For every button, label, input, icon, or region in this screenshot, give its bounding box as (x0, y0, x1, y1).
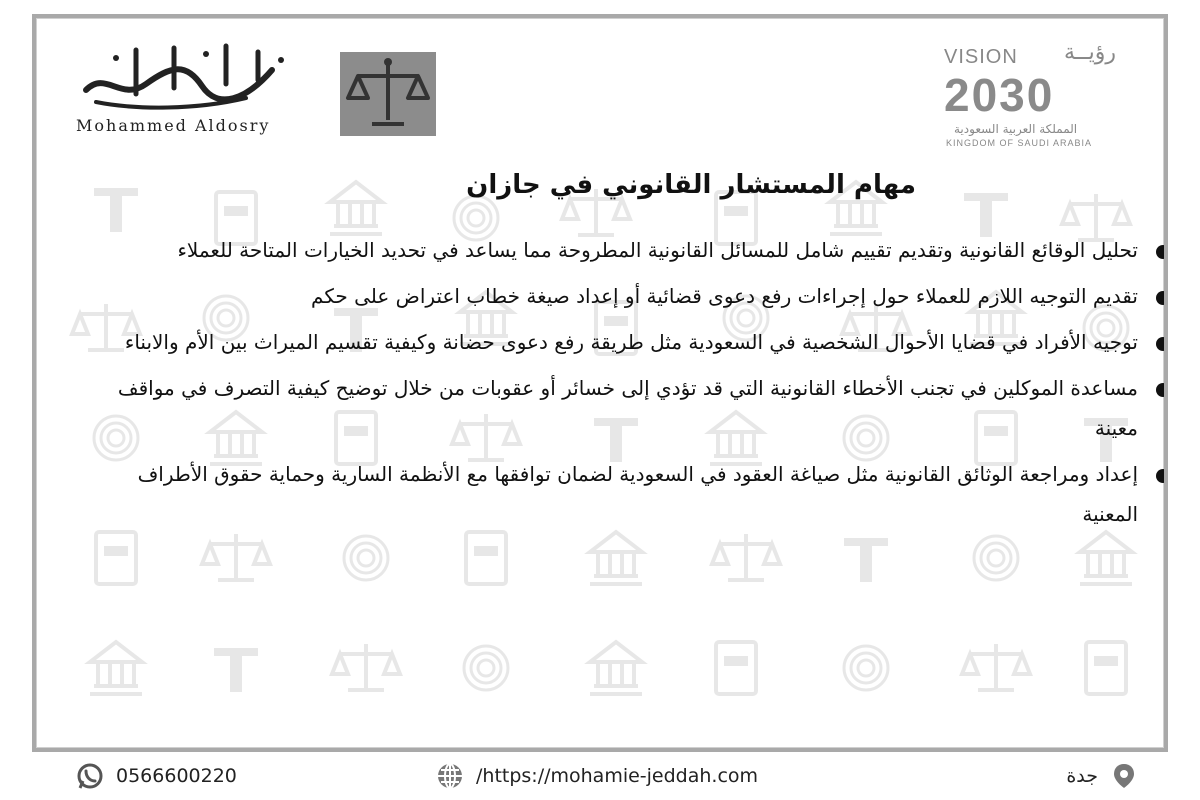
bullet-icon (1156, 383, 1168, 397)
footer (0, 758, 1200, 800)
website-link[interactable] (436, 762, 758, 790)
vision-label-en: VISION (944, 46, 1018, 68)
scales-icon (340, 52, 436, 136)
list-item-text: تحليل الوقائع القانونية وتقديم تقييم شامل للمسائل القانونية المطروحة مما يساعد في تحديد الخيارات المتاحة للعملاء (177, 238, 1138, 262)
list-item (108, 276, 1168, 316)
bullet-icon (1156, 337, 1168, 351)
list-item-text: تقديم التوجيه اللازم للعملاء حول إجراءات رفع دعوى قضائية أو إعداد صيغة خطاب اعتراض على حكم (311, 284, 1138, 308)
arabic-calligraphy-logo (76, 40, 294, 112)
list-item-text: إعداد ومراجعة الوثائق القانونية مثل صياغة العقود في السعودية لضمان توافقها مع الأنظمة السارية وحماية حقوق الأطراف المعنية (137, 462, 1138, 526)
vision-2030-logo (936, 40, 1116, 150)
list-item (108, 454, 1168, 534)
city-name: جدة (1066, 765, 1098, 787)
whatsapp-icon (76, 762, 104, 790)
list-item-text: توجيه الأفراد في قضايا الأحوال الشخصية في السعودية مثل طريقة رفع دعوى حضانة وكيفية تقسيم الميراث بين الأم والابناء (124, 330, 1138, 354)
kingdom-name-en: KINGDOM OF SAUDI ARABIA (946, 138, 1093, 148)
bullet-icon (1156, 245, 1168, 259)
location-pin-icon (1110, 762, 1138, 790)
website-url: /https://mohamie-jeddah.com (476, 765, 759, 787)
location-contact[interactable] (1066, 762, 1138, 790)
phone-contact[interactable] (76, 762, 237, 790)
brand-logo (76, 40, 436, 140)
page-title: مهام المستشار القانوني في جازان (466, 170, 916, 200)
duties-list (108, 230, 1168, 540)
list-item (108, 322, 1168, 362)
vision-year: 2030 (944, 69, 1055, 121)
brand-name-english: Mohammed Aldosry (76, 116, 271, 135)
bullet-icon (1156, 291, 1168, 305)
page-frame (32, 14, 1168, 752)
phone-number: 0566600220 (116, 765, 237, 787)
list-item (108, 230, 1168, 270)
list-item (108, 368, 1168, 448)
list-item-text: مساعدة الموكلين في تجنب الأخطاء القانونية التي قد تؤدي إلى خسائر أو عقوبات من خلال توضيح كيفية التصرف في مواقف معينة (117, 376, 1138, 440)
bullet-icon (1156, 469, 1168, 483)
vision-label-ar: رؤيــة (1063, 40, 1116, 65)
globe-icon (436, 762, 464, 790)
kingdom-name-ar: المملكة العربية السعودية (954, 122, 1078, 136)
